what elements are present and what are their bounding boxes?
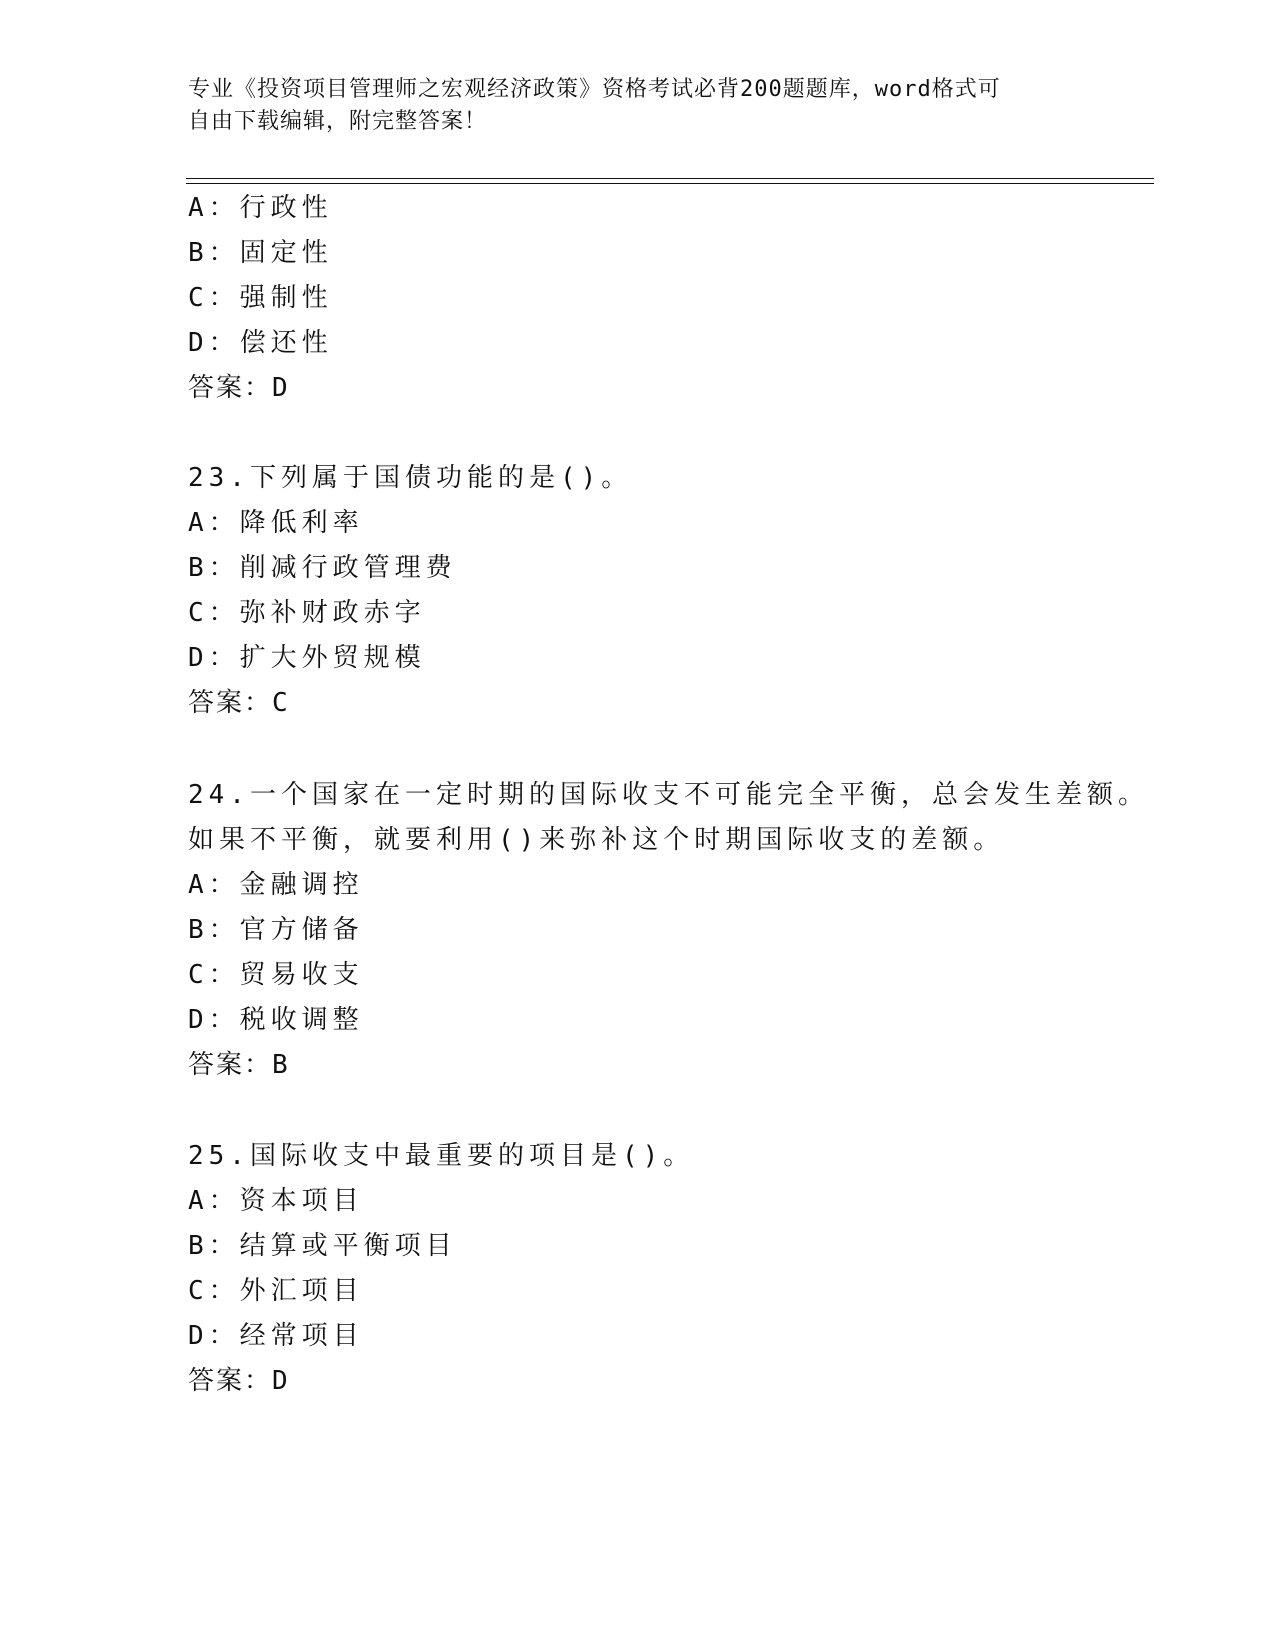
header-line-2: 自由下载编辑，附完整答案！	[188, 109, 488, 134]
document-header	[188, 74, 1088, 138]
option-d: D：扩大外贸规模	[188, 643, 426, 673]
header-line-1: 专业《投资项目管理师之宏观经济政策》资格考试必背200题题库，word格式可	[188, 77, 1001, 102]
option-c: C：外汇项目	[188, 1276, 364, 1306]
question-text-continued: 如果不平衡，就要利用()来弥补这个时期国际收支的差额。	[188, 825, 1005, 855]
question-text: 25.国际收支中最重要的项目是()。	[188, 1141, 695, 1171]
answer-text: 答案：D	[188, 373, 290, 403]
option-b: B：结算或平衡项目	[188, 1231, 457, 1261]
option-d: D：经常项目	[188, 1321, 364, 1351]
option-c: C：弥补财政赤字	[188, 598, 426, 628]
option-b: B：削减行政管理费	[188, 553, 457, 583]
header-divider-top	[186, 178, 1154, 179]
option-a: A：行政性	[188, 193, 333, 223]
option-a: A：资本项目	[188, 1186, 364, 1216]
option-c: C：贸易收支	[188, 960, 364, 990]
answer-text: 答案：C	[188, 688, 290, 718]
option-d: D：税收调整	[188, 1005, 364, 1035]
option-c: C：强制性	[188, 283, 333, 313]
answer-text: 答案：D	[188, 1366, 290, 1396]
answer-text: 答案：B	[188, 1050, 290, 1080]
question-text: 23.下列属于国债功能的是()。	[188, 463, 633, 493]
option-a: A：降低利率	[188, 508, 364, 538]
option-b: B：固定性	[188, 238, 333, 268]
header-divider-bottom	[186, 183, 1154, 184]
option-d: D：偿还性	[188, 328, 333, 358]
option-b: B：官方储备	[188, 915, 364, 945]
option-a: A：金融调控	[188, 870, 364, 900]
question-text: 24.一个国家在一定时期的国际收支不可能完全平衡，总会发生差额。	[188, 780, 1149, 810]
